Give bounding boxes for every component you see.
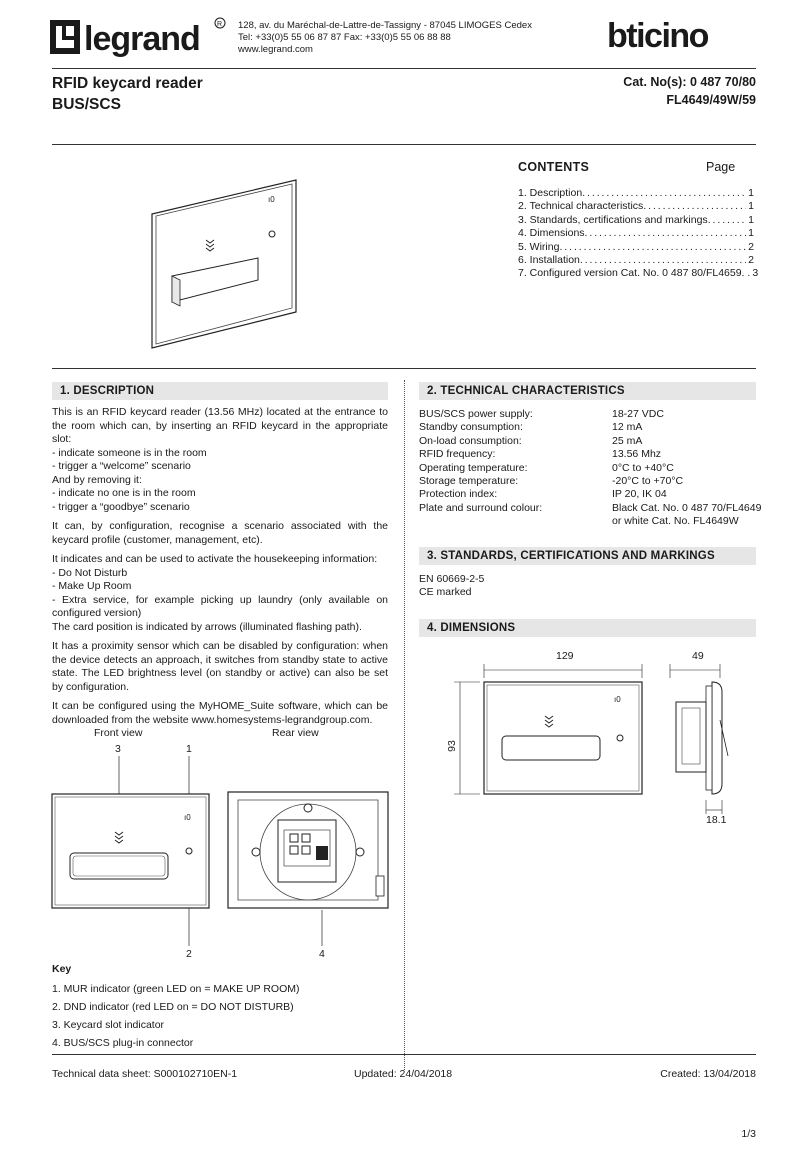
contents-page-label: Page	[706, 160, 736, 174]
section-heading-technical: 2. TECHNICAL CHARACTERISTICS	[419, 382, 756, 400]
phone-line: Tel: +33(0)5 55 06 87 87 Fax: +33(0)5 55 06 88 88	[238, 32, 451, 43]
key-item: 3. Keycard slot indicator	[52, 1019, 165, 1031]
table-row: BUS/SCS power supply: 18-27 VDC	[419, 408, 664, 420]
footer-updated: Updated: 24/04/2018	[354, 1068, 453, 1080]
legrand-logo	[50, 16, 230, 60]
svg-text:ı0: ı0	[614, 695, 621, 704]
dim-width-label: 129	[556, 650, 574, 662]
desc-line: - trigger a “welcome” scenario	[52, 460, 191, 472]
desc-line: - trigger a “goodbye” scenario	[52, 500, 190, 513]
desc-line: - indicate no one is in the room	[52, 487, 196, 499]
company-address	[238, 20, 532, 56]
header-rule	[52, 68, 756, 69]
dim-depth-label: 49	[692, 650, 704, 662]
footer-created: Created: 13/04/2018	[660, 1068, 756, 1080]
key-item: 2. DND indicator (red LED on = DO NOT DISTURB)	[52, 1001, 294, 1013]
table-row: Storage temperature: -20°C to +70°C	[419, 475, 684, 488]
title-rule	[52, 144, 756, 145]
svg-text:R: R	[217, 21, 223, 28]
table-row: Plate and surround colour: Black Cat. No. 0 487 70/FL4649	[419, 501, 762, 514]
desc-line: - Extra service, for example picking up laundry (only available on configured version)	[52, 593, 388, 619]
dim-height-label: 93	[445, 740, 458, 752]
table-row: RFID frequency: 13.56 Mhz	[419, 448, 662, 461]
key-item: 1. MUR indicator (green LED on = MAKE UP ROOM)	[52, 983, 300, 995]
table-row: or white Cat. No. FL4649W	[612, 515, 739, 528]
brand-legrand: legrand	[84, 20, 200, 58]
title-line-2: BUS/SCS	[52, 96, 121, 113]
callout-4: 4	[319, 948, 325, 960]
dim-protrusion-label: 18.1	[706, 814, 727, 826]
desc-line: - Do Not Disturb	[52, 566, 128, 579]
tech-specs-table	[419, 408, 762, 529]
rear-view-label: Rear view	[272, 727, 319, 739]
section-heading-standards: 3. STANDARDS, CERTIFICATIONS AND MARKINGS	[419, 547, 756, 565]
desc-para: It can be configured using the MyHOME_Suite software, which can be downloaded from the website www.homesystems-legrandgroup.com.	[52, 700, 388, 726]
toc-item[interactable]: 5. Wiring . . . 2	[518, 241, 754, 254]
callout-3: 3	[115, 743, 121, 755]
footer-rule	[52, 1054, 756, 1055]
catalog-line-2: FL4649/49W/59	[666, 93, 756, 107]
standard-line: CE marked	[419, 586, 472, 599]
toc-item[interactable]: 1. Description . . . 1	[518, 187, 754, 200]
dimensions-drawing	[454, 660, 754, 835]
catalog-line-1: Cat. No(s): 0 487 70/80	[623, 75, 756, 89]
table-row: Standby consumption: 12 mA	[419, 421, 643, 434]
page-title	[52, 73, 203, 115]
bticino-logo	[607, 20, 759, 50]
callout-1: 1	[186, 743, 192, 755]
desc-para: It can, by configuration, recognise a scenario associated with the keycard profile (customer, management, etc).	[52, 520, 388, 546]
toc-item[interactable]: 2. Technical characteristics . . . 1	[518, 200, 754, 213]
svg-text:ı0: ı0	[184, 813, 191, 822]
section-heading-description: 1. DESCRIPTION	[52, 382, 388, 400]
description-body	[52, 406, 388, 733]
desc-para: It indicates and can be used to activate the housekeeping information:	[52, 553, 378, 565]
desc-line: And by removing it:	[52, 473, 142, 486]
brand-bticino: bticino	[607, 20, 708, 50]
desc-line: - indicate someone is in the room	[52, 446, 207, 459]
desc-line: The card position is indicated by arrows (illuminated flashing path).	[52, 620, 362, 633]
desc-para: This is an RFID keycard reader (13.56 MHz) located at the entrance to the room which can, by inserting an RFID keycard in the appropriate slot:	[52, 406, 388, 445]
desc-para: It has a proximity sensor which can be disabled by configuration: when the device detects an approach, it switches from standby state to active state. The LED brightness level (on standby or active) can also be set by configuration.	[52, 640, 388, 693]
key-title: Key	[52, 963, 72, 975]
table-row: Protection index: IP 20, IK 04	[419, 488, 667, 501]
section-rule	[52, 368, 756, 369]
front-view-label: Front view	[94, 727, 143, 739]
key-item: 4. BUS/SCS plug-in connector	[52, 1037, 194, 1049]
front-view-drawing	[50, 756, 212, 953]
section-heading-dimensions: 4. DIMENSIONS	[419, 619, 756, 637]
toc-item[interactable]: 4. Dimensions . . . 1	[518, 227, 754, 240]
contents-heading: CONTENTS	[518, 160, 590, 174]
toc-item[interactable]: 7. Configured version Cat. No. 0 487 80/FL4659. . 3	[518, 267, 759, 280]
title-line-1: RFID keycard reader	[52, 75, 203, 92]
catalog-numbers	[623, 73, 756, 109]
rear-view-drawing	[226, 790, 392, 955]
footer-sheet: Technical data sheet: S000102710EN-1	[52, 1068, 238, 1080]
standard-line: EN 60669-2-5	[419, 573, 485, 585]
product-illustration	[148, 176, 300, 357]
toc-item[interactable]: 3. Standards, certifications and markings . . . 1	[518, 214, 754, 227]
table-row: Operating temperature: 0°C to +40°C	[419, 461, 674, 474]
column-divider	[404, 380, 405, 1070]
address-line: 128, av. du Maréchal-de-Lattre-de-Tassigny - 87045 LIMOGES Cedex	[238, 20, 532, 31]
page-number: 1/3	[741, 1128, 756, 1140]
standards-body	[419, 573, 484, 600]
key-list	[52, 980, 300, 1052]
toc-item[interactable]: 6. Installation . . . 2	[518, 254, 754, 267]
callout-2: 2	[186, 948, 192, 960]
table-row: On-load consumption: 25 mA	[419, 434, 643, 447]
table-of-contents	[518, 187, 759, 281]
website-line: www.legrand.com	[238, 44, 313, 55]
svg-text:ı0: ı0	[268, 195, 275, 204]
desc-line: - Make Up Room	[52, 580, 132, 592]
